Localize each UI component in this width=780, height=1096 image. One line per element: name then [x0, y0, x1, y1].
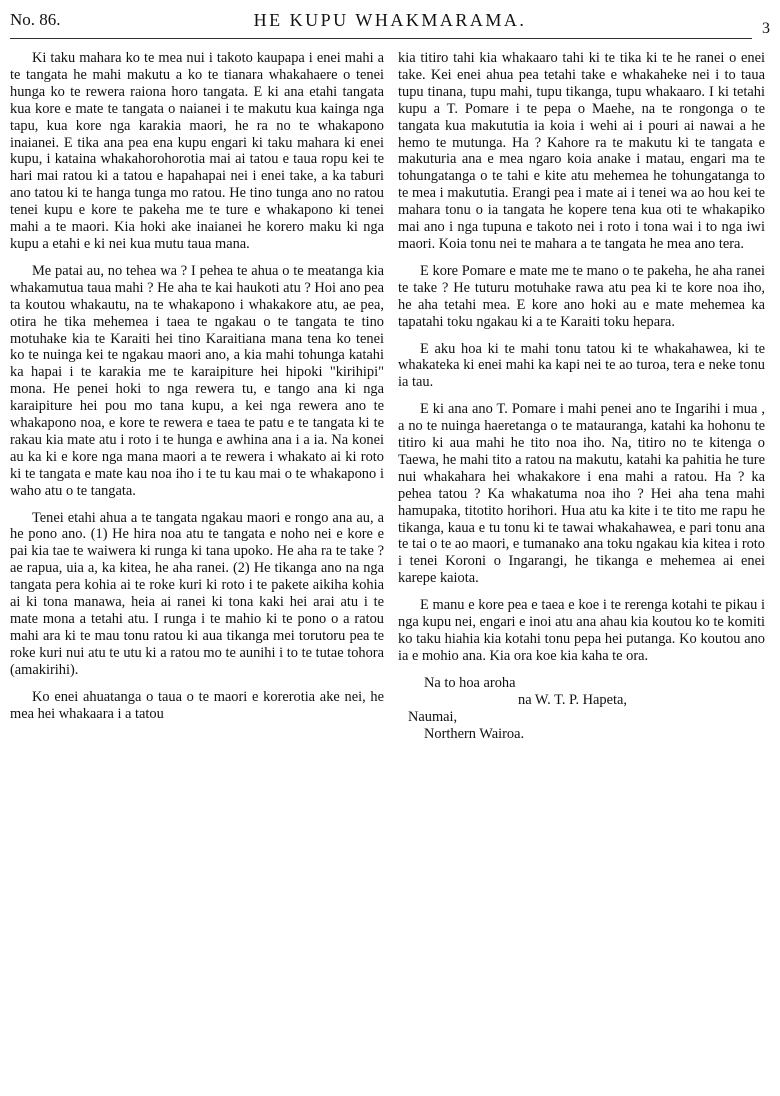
left-column: [10, 50, 384, 732]
signoff-region: Northern Wairoa.: [424, 725, 525, 742]
paragraph: Tenei etahi ahua a te tangata ngakau maori e rongo ana au, a he pono ano. (1) He hira noa atu te tangata e noho nei e kore e pai kia tae te waiwera ki runga ki tana upoko. He aha ra te take ? ae rapua, uia a, ka kitea, he aha ranei. (2) He tikanga ano na nga tangata pera kohia ai te roke kuri ki roto i te pakete aikiha kohia ai ki tona manawa, heia ai ranei ki tona kaki hei arai atu i te mate mona a tetahi atu. I runga i te mahio ki te pono o a ratou mahi ara ki te mau tonu ratou ki aua tikanga mei torutoru pea te roke kuri nui atu te utu ki a ratou mo te aunihi i to te tutae tohora (amakirihi).: [10, 509, 384, 678]
signoff-closing: Na to hoa aroha: [424, 674, 516, 691]
paragraph: E ki ana ano T. Pomare i mahi penei ano te Ingarihi i mua , a no te nuinga haeretanga o te matauranga, katahi ka hohonu te titiro ki aua mahi he tito noa iho. Na, titiro no te kitenga o Taewa, he mahi tito a ratou na makutu, katahi ka pahitia he ture nui whakahara hei whakakore i ena mahi a ratou. Ha ? ka pehea tatou ? Ka whakatuma noa iho ? Hei aha tena mahi hamupaka, titotito horihori. Hua atu ka kite i te tito me rapu he tikanga, kaua e tu tonu ki te tawai whakahawea, e pari tonu ana te tai o te ao maori, e tumanako ana toku ngakau kia kitea i roto i tenei Koroni o Ingarangi, he tikanga e mehemea ai enei karepe kaiota.: [398, 401, 765, 587]
newspaper-title: HE KUPU WHAKMARAMA.: [253, 10, 527, 30]
signoff: [398, 675, 765, 743]
signoff-name: na W. T. P. Hapeta,: [518, 691, 627, 708]
page-number: 3: [762, 20, 770, 37]
paragraph: Ko enei ahuatanga o taua o te maori e korerotia ake nei, he mea hei whakaara i a tatou: [10, 688, 384, 722]
page-header: [8, 8, 772, 40]
header-rule: [10, 38, 752, 39]
paragraph: Me patai au, no tehea wa ? I pehea te ahua o te meatanga kia whakamutua taua mahi ? He aha te kai haukoti atu ? Hoi ano pea ta koutou whakautu, na te whakapono i whakakore atu, ae pea, otira he tika mehemea i taea te ngakau o te tangata te tino motuhake kia te Karaiti hei tino Karaitiana mana tena ko tenei ko te nuinga kei te ngakau maori ano, a kia mahi tohunga katahi ka hapai i te karakia me te karaipiture hei hipoki "kirihipi" mona. He penei hoki to nga rewera tu, e tango ana ki nga karaipiture hei pou mo tana kupu, a kei nga rewera ano te whakapono noa, e kore te rewera e taea te patu e te tangata ki te rakau kia mate atu i roto i te hunga e awhina ana i a ia. Na konei au ka ki e kore nga mana maori a te rewera i whakato ai ki roto ki te tangata e mate kau noa iho i te tu kau mai o te whakapono i waho atu o te tangata.: [10, 262, 384, 499]
paragraph: E manu e kore pea e taea e koe i te rerenga kotahi te pikau i nga kupu nei, engari e inoi atu ana ahau kia koutou ko te komiti ko taku hiahia kia kotahi tonu pepa hei putanga. Ko koutou ano ia e mohio ana. Kia ora koe kia kaha te ora.: [398, 597, 765, 664]
issue-number: No. 86.: [10, 10, 61, 29]
paragraph: E aku hoa ki te mahi tonu tatou ki te whakahawea, ki te whakateka ki enei mahi ka kapi nei te ao turoa, tera e neke tonu ia tau.: [398, 340, 765, 391]
paragraph: Ki taku mahara ko te mea nui i takoto kaupapa i enei mahi a te tangata he mahi makutu a ko te tianara whakahaere o tenei hunga ko te rewera raiona horo tangata. E ki ana etahi tangata kua kore e mate te tangata o naianei i te makutu kua kainga nga tapu, kua kore nga karakia maori, he ra no te whakapono inaianei. E tika ana pea ena kupu engari ki taku mahara ki enei kupu, i kataina whakahorohorotia mai ai tatou e taua ropu kei te hari mai ratou ki a tatou e hapahapai nei i enei take, a ka taburi ano tatou ki te hanga tunga mo ratou. He tino tunga ano no ratou tenei kupu e kore te pakeha me te ture e whakapono ki tenei mahi a te maori. Kia hoki ake inaianei he korero maku ki nga kupu a etahi e ki nei kua mutu taua mana.: [10, 50, 384, 252]
paragraph: E kore Pomare e mate me te mano o te pakeha, he aha ranei te take ? He tuturu motuhake rawa atu pea ki te kore noa iho, he aha tetahi mea. E kore ano hoki au e mate mehemea ka tapatahi toku ngakau ki a te Karaiti toku hepara.: [398, 262, 765, 330]
right-column: [398, 50, 765, 742]
paragraph: kia titiro tahi kia whakaaro tahi ki te tika ki te he ranei o enei take. Kei enei ahua pea tetahi take e whakaheke nei i to taua tupu tinana, tupu mahi, tupu tikanga, tupu whakaaro. I ki tetahi kupu a T. Pomare i te pepa o Maehe, na te rongonga o te tangata kua makututia ia koia i wehi ai i pouri ai nawai a he hemo te mutunga. Ha ? Kahore ra te makutu ki te tangata e makuturia ana e mea ngaro koia anake i matau, engari ma te tohungatanga o te tahi e kite atu mehemea he tohungatanga to te mea i makututia. Erangi pea i mate ai i tenei wa ao hou kei te mahara tonu o ia tangata he kopere tena kua oti te whakapiko mai ano i nga tupuna e takoto nei i roto i tona wai i to nga iwi maori. Koia tonu nei te mahara a te tangata he mea ano tera.: [398, 50, 765, 252]
signoff-place: Naumai,: [408, 708, 458, 725]
